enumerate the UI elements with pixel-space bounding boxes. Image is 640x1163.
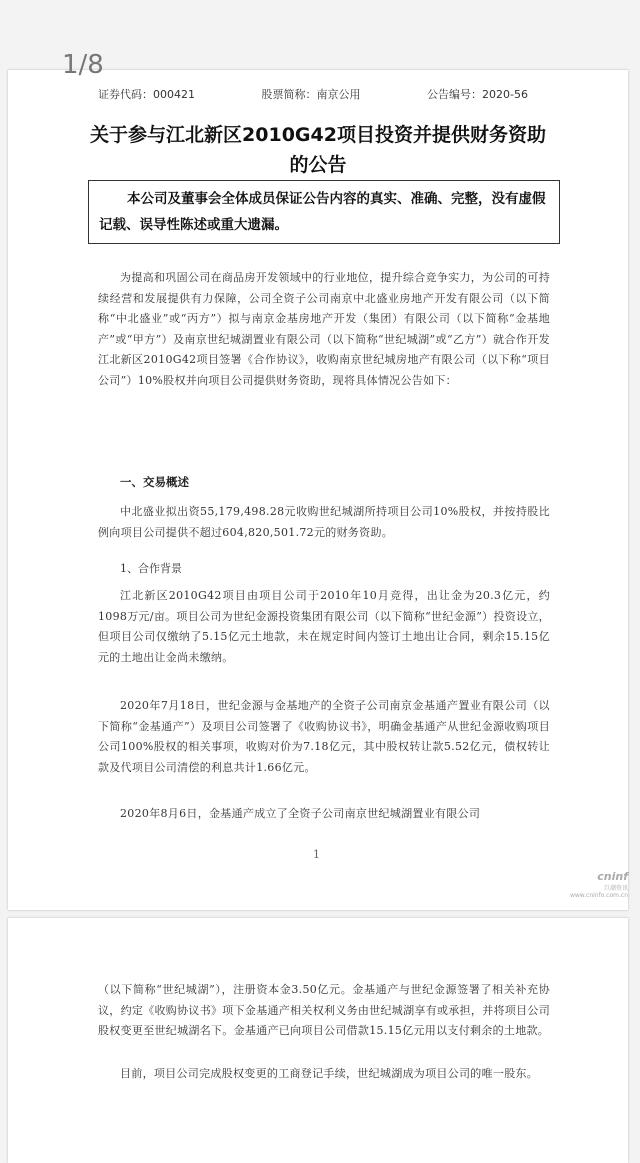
page-number: 1 [313,848,320,861]
stock-code: 证券代码：000421 [98,88,195,101]
page2-paragraph-1: （以下简称“世纪城湖”），注册资本金3.50亿元。金基通产与世纪金源签署了相关补充协议，约定《收购协议书》项下金基通产相关权利义务由世纪城湖享有或承担，并将项目公司股权变更至世纪城湖名下。金基通产已向项目公司借款15.15亿元用以支付剩余的土地款。 [98,983,550,1037]
cninfo-logo [568,870,628,898]
logo-subtext: 巨潮资讯 www.cninfo.com.cn [569,885,628,899]
document-page-2 [8,918,628,1163]
logo-text: cninf [597,870,628,883]
announcement-header [98,86,528,102]
announcement-number: 公告编号：2020-56 [427,88,528,101]
page2-paragraph-2: 目前，项目公司完成股权变更的工商登记手续，世纪城湖成为项目公司的唯一股东。 [120,1067,539,1080]
announcement-title [68,120,568,180]
overview-paragraph: 中北盛业拟出资55,179,498.28元收购世纪城湖所持项目公司10%股权，并按持股比例向项目公司提供不超过604,820,501.72元的财务资助。 [98,505,550,539]
section-heading: 一、交易概述 [120,475,189,489]
background-paragraph-2: 2020年7月18日，世纪金源与金基地产的全资子公司南京金基通产置业有限公司（以下简称“金基通产”）及项目公司签署了《收购协议书》，明确金基通产从世纪金源收购项目公司100%股权的相关事项，收购对价为7.18亿元，其中股权转让款5.52亿元，债权转让款及代项目公司清偿的利息共计1.66亿元。 [98,699,550,774]
background-paragraph-1: 江北新区2010G42项目由项目公司于2010年10月竞得，出让金为20.3亿元，约1098万元/亩。项目公司为世纪金源投资集团有限公司（以下简称“世纪金源”）投资设立，但项目公司仅缴纳了5.15亿元土地款，未在规定时间内签订土地出让合同，剩余15.15亿元的土地出让金尚未缴纳。 [98,589,550,664]
title-line-2: 的公告 [289,154,347,176]
title-line-1: 关于参与江北新区2010G42项目投资并提供财务资助 [90,124,546,146]
stock-short-name: 股票简称：南京公用 [261,88,361,101]
intro-paragraph: 为提高和巩固公司在商品房开发领域中的行业地位，提升综合竞争实力，为公司的可持续经营和发展提供有力保障，公司全资子公司南京中北盛业房地产开发有限公司（以下简称“中北盛业”或“丙方”）拟与南京金基房地产开发（集团）有限公司（以下简称“金基地产”或“甲方”）及南京世纪城湖置业有限公司（以下简称“世纪城湖”或“乙方”）就合作开发江北新区2010G42项目签署《合作协议》，收购南京世纪城房地产有限公司（以下称“项目公司”）10%股权并向项目公司提供财务资助，现将具体情况公告如下： [98,271,550,387]
board-notice-box: 本公司及董事会全体成员保证公告内容的真实、准确、完整，没有虚假记载、误导性陈述或重大遗漏。 [88,180,560,244]
page-indicator: 1/8 [62,50,104,80]
background-paragraph-3: 2020年8月6日，金基通产成立了全资子公司南京世纪城湖置业有限公司 [120,807,481,820]
subsection-heading: 1、合作背景 [120,562,182,575]
document-page-1 [8,70,628,910]
